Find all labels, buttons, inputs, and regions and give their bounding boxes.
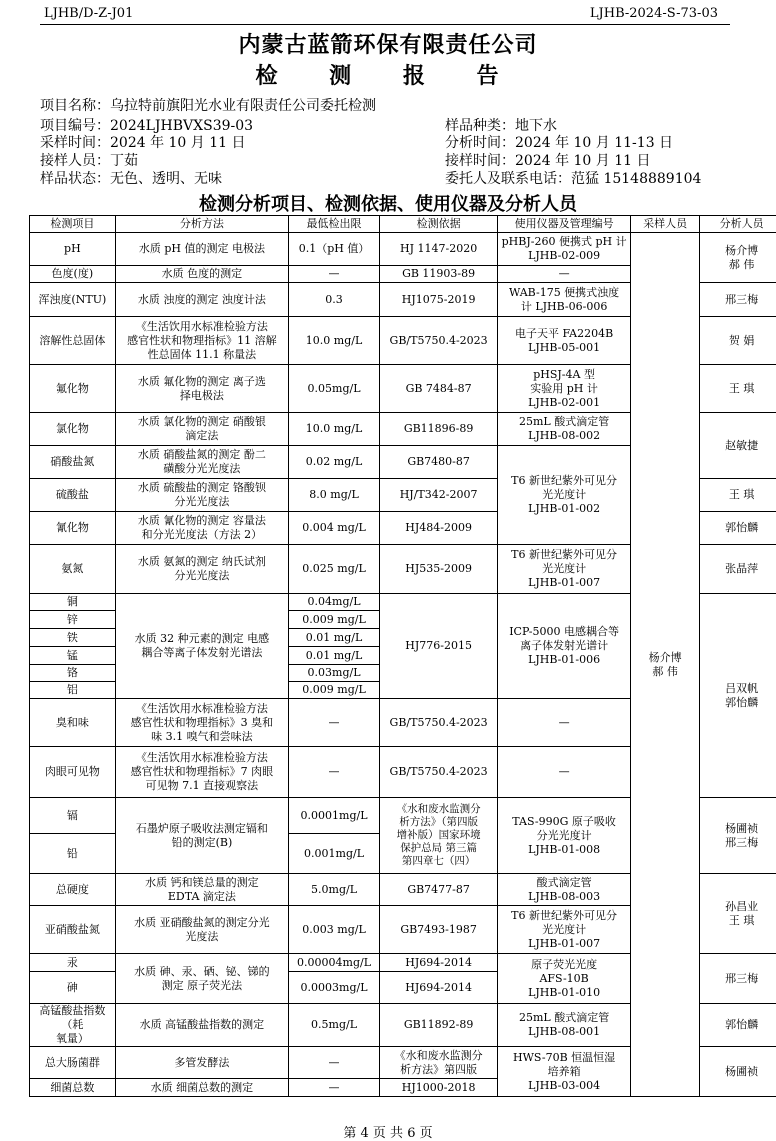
- instrument-cell: 原子荧光光度 AFS-10B LJHB-01-010: [498, 954, 631, 1004]
- basis-cell: GB7480-87: [379, 446, 497, 479]
- method-cell: 水质 32 种元素的测定 电感 耦合等离子体发射光谱法: [115, 594, 288, 699]
- basis-cell: HJ1075-2019: [379, 283, 497, 317]
- limit-cell: —: [289, 266, 380, 283]
- column-header: 分析人员: [700, 216, 776, 233]
- column-header: 分析方法: [115, 216, 288, 233]
- limit-cell: 0.5mg/L: [289, 1004, 380, 1047]
- item-cell: 浑浊度(NTU): [30, 283, 116, 317]
- limit-cell: 0.0003mg/L: [289, 972, 380, 1004]
- basis-cell: GB 11903-89: [379, 266, 497, 283]
- limit-cell: 0.04mg/L: [289, 594, 380, 611]
- basis-cell: HJ535-2009: [379, 545, 497, 594]
- page-number: 第 4 页 共 6 页: [0, 1122, 776, 1141]
- basis-cell: HJ 1147-2020: [379, 233, 497, 266]
- method-cell: 水质 钙和镁总量的测定 EDTA 滴定法: [115, 874, 288, 906]
- method-cell: 石墨炉原子吸收法测定镉和 铅的测定(B): [115, 798, 288, 874]
- document-code: LJHB/D-Z-J01: [44, 6, 133, 21]
- item-cell: 高锰酸盐指数（耗 氧量）: [30, 1004, 116, 1047]
- limit-cell: 0.001mg/L: [289, 834, 380, 874]
- limit-cell: —: [289, 1047, 380, 1079]
- item-cell: 色度(度): [30, 266, 116, 283]
- table-row: [30, 233, 776, 266]
- analyst-cell: 邢三梅: [700, 283, 776, 317]
- method-cell: 水质 亚硝酸盐氮的测定分光 光度法: [115, 906, 288, 954]
- report-number: LJHB-2024-S-73-03: [590, 6, 718, 21]
- method-cell: 水质 硝酸盐氮的测定 酚二 磺酸分光光度法: [115, 446, 288, 479]
- basis-cell: HJ776-2015: [379, 594, 497, 699]
- item-cell: 氨氮: [30, 545, 116, 594]
- header-rule: [40, 24, 730, 25]
- sample-receiver: 接样人员：丁茹: [40, 151, 138, 171]
- method-cell: 多管发酵法: [115, 1047, 288, 1079]
- item-cell: 溶解性总固体: [30, 317, 116, 365]
- item-cell: pH: [30, 233, 116, 266]
- instrument-cell: 25mL 酸式滴定管 LJHB-08-001: [498, 1004, 631, 1047]
- analyst-cell: 杨圃祯: [700, 1047, 776, 1097]
- method-cell: 水质 细菌总数的测定: [115, 1079, 288, 1097]
- limit-cell: 0.0001mg/L: [289, 798, 380, 834]
- basis-cell: 《水和废水监测分 析方法》第四版: [379, 1047, 497, 1079]
- instrument-cell: 酸式滴定管 LJHB-08-003: [498, 874, 631, 906]
- limit-cell: 0.009 mg/L: [289, 682, 380, 699]
- item-cell: 总大肠菌群: [30, 1047, 116, 1079]
- basis-cell: 《水和废水监测分 析方法》（第四版 增补版）国家环境 保护总局 第三篇 第四章七（四）: [379, 798, 497, 874]
- item-cell: 砷: [30, 972, 116, 1004]
- instrument-cell: T6 新世纪紫外可见分 光光度计 LJHB-01-007: [498, 545, 631, 594]
- method-cell: 水质 色度的测定: [115, 266, 288, 283]
- limit-cell: 10.0 mg/L: [289, 413, 380, 446]
- analyst-cell: 王 琪: [700, 479, 776, 512]
- basis-cell: HJ694-2014: [379, 972, 497, 1004]
- project-number: 项目编号：2024LJHBVXS39-03: [40, 116, 253, 136]
- sample-type: 样品种类：地下水: [445, 116, 557, 136]
- analyst-cell: 杨圃祯 邢三梅: [700, 798, 776, 874]
- item-cell: 氟化物: [30, 365, 116, 413]
- analyst-cell: 吕双帆 郭怡麟: [700, 594, 776, 798]
- method-cell: 《生活饮用水标准检验方法 感官性状和物理指标》7 肉眼 可见物 7.1 直接观察法: [115, 747, 288, 798]
- item-cell: 硫酸盐: [30, 479, 116, 512]
- item-cell: 铜: [30, 594, 116, 611]
- method-cell: 水质 高锰酸盐指数的测定: [115, 1004, 288, 1047]
- analyst-cell: 王 琪: [700, 365, 776, 413]
- basis-cell: HJ694-2014: [379, 954, 497, 972]
- item-cell: 总硬度: [30, 874, 116, 906]
- sample-state: 样品状态：无色、透明、无味: [40, 169, 222, 189]
- item-cell: 铁: [30, 629, 116, 647]
- basis-cell: GB 7484-87: [379, 365, 497, 413]
- project-name: 项目名称：乌拉特前旗阳光水业有限责任公司委托检测: [40, 96, 376, 116]
- client-contact: 委托人及联系电话：范猛 15148889104: [445, 169, 701, 189]
- item-cell: 肉眼可见物: [30, 747, 116, 798]
- analyst-cell: 赵敏捷: [700, 413, 776, 479]
- item-cell: 锰: [30, 647, 116, 665]
- instrument-cell: TAS-990G 原子吸收 分光光度计 LJHB-01-008: [498, 798, 631, 874]
- table-header-row: [30, 216, 776, 233]
- limit-cell: 0.1（pH 值）: [289, 233, 380, 266]
- receive-time: 接样时间：2024 年 10 月 11 日: [445, 151, 651, 171]
- column-header: 最低检出限: [289, 216, 380, 233]
- limit-cell: 0.3: [289, 283, 380, 317]
- item-cell: 锌: [30, 611, 116, 629]
- basis-cell: GB7477-87: [379, 874, 497, 906]
- method-cell: 水质 硫酸盐的测定 铬酸钡 分光光度法: [115, 479, 288, 512]
- item-cell: 汞: [30, 954, 116, 972]
- limit-cell: 10.0 mg/L: [289, 317, 380, 365]
- item-cell: 铝: [30, 682, 116, 699]
- item-cell: 臭和味: [30, 699, 116, 747]
- limit-cell: —: [289, 1079, 380, 1097]
- basis-cell: GB11892-89: [379, 1004, 497, 1047]
- item-cell: 镉: [30, 798, 116, 834]
- basis-cell: HJ484-2009: [379, 512, 497, 545]
- instrument-cell: pHSJ-4A 型 实验用 pH 计 LJHB-02-001: [498, 365, 631, 413]
- analyst-cell: 杨介博 郝 伟: [700, 233, 776, 283]
- section-title: 检测分析项目、检测依据、使用仪器及分析人员: [0, 190, 776, 216]
- basis-cell: GB7493-1987: [379, 906, 497, 954]
- method-cell: 水质 氨氮的测定 纳氏试剂 分光光度法: [115, 545, 288, 594]
- instrument-cell: 25mL 酸式滴定管 LJHB-08-002: [498, 413, 631, 446]
- instrument-cell: —: [498, 747, 631, 798]
- analyst-cell: 贺 娟: [700, 317, 776, 365]
- method-cell: 水质 氯化物的测定 硝酸银 滴定法: [115, 413, 288, 446]
- instrument-cell: T6 新世纪紫外可见分 光光度计 LJHB-01-002: [498, 446, 631, 545]
- limit-cell: —: [289, 699, 380, 747]
- item-cell: 氰化物: [30, 512, 116, 545]
- limit-cell: 0.01 mg/L: [289, 647, 380, 665]
- item-cell: 细菌总数: [30, 1079, 116, 1097]
- sampler-cell: 杨介博 郝 伟: [630, 233, 699, 1097]
- instrument-cell: —: [498, 266, 631, 283]
- method-cell: 《生活饮用水标准检验方法 感官性状和物理指标》11 溶解 性总固体 11.1 称量法: [115, 317, 288, 365]
- instrument-cell: WAB-175 便携式浊度 计 LJHB-06-006: [498, 283, 631, 317]
- column-header: 采样人员: [630, 216, 699, 233]
- method-cell: 水质 浊度的测定 浊度计法: [115, 283, 288, 317]
- analyst-cell: 张晶萍: [700, 545, 776, 594]
- limit-cell: 0.05mg/L: [289, 365, 380, 413]
- basis-cell: GB/T5750.4-2023: [379, 747, 497, 798]
- item-cell: 氯化物: [30, 413, 116, 446]
- analyst-cell: 郭怡麟: [700, 1004, 776, 1047]
- basis-cell: GB/T5750.4-2023: [379, 317, 497, 365]
- analysis-table: [29, 215, 776, 1097]
- item-cell: 亚硝酸盐氮: [30, 906, 116, 954]
- limit-cell: 0.00004mg/L: [289, 954, 380, 972]
- analysis-time: 分析时间：2024 年 10 月 11-13 日: [445, 133, 673, 153]
- report-title: 检 测 报 告: [0, 59, 776, 90]
- limit-cell: 0.003 mg/L: [289, 906, 380, 954]
- limit-cell: 5.0mg/L: [289, 874, 380, 906]
- basis-cell: HJ/T342-2007: [379, 479, 497, 512]
- limit-cell: 0.004 mg/L: [289, 512, 380, 545]
- instrument-cell: 电子天平 FA2204B LJHB-05-001: [498, 317, 631, 365]
- basis-cell: HJ1000-2018: [379, 1079, 497, 1097]
- limit-cell: 0.03mg/L: [289, 665, 380, 682]
- limit-cell: 0.009 mg/L: [289, 611, 380, 629]
- instrument-cell: pHBJ-260 便携式 pH 计 LJHB-02-009: [498, 233, 631, 266]
- item-cell: 铅: [30, 834, 116, 874]
- item-cell: 硝酸盐氮: [30, 446, 116, 479]
- analyst-cell: 孙昌业 王 琪: [700, 874, 776, 954]
- basis-cell: GB11896-89: [379, 413, 497, 446]
- item-cell: 铬: [30, 665, 116, 682]
- method-cell: 水质 pH 值的测定 电极法: [115, 233, 288, 266]
- method-cell: 《生活饮用水标准检验方法 感官性状和物理指标》3 臭和 味 3.1 嗅气和尝味法: [115, 699, 288, 747]
- instrument-cell: ICP-5000 电感耦合等 离子体发射光谱计 LJHB-01-006: [498, 594, 631, 699]
- method-cell: 水质 氰化物的测定 容量法 和分光光度法（方法 2）: [115, 512, 288, 545]
- limit-cell: 0.02 mg/L: [289, 446, 380, 479]
- column-header: 检测依据: [379, 216, 497, 233]
- column-header: 使用仪器及管理编号: [498, 216, 631, 233]
- limit-cell: 0.01 mg/L: [289, 629, 380, 647]
- basis-cell: GB/T5750.4-2023: [379, 699, 497, 747]
- method-cell: 水质 氟化物的测定 离子选 择电极法: [115, 365, 288, 413]
- limit-cell: 8.0 mg/L: [289, 479, 380, 512]
- column-header: 检测项目: [30, 216, 116, 233]
- analyst-cell: 郭怡麟: [700, 512, 776, 545]
- instrument-cell: —: [498, 699, 631, 747]
- limit-cell: —: [289, 747, 380, 798]
- analyst-cell: 邢三梅: [700, 954, 776, 1004]
- company-name: 内蒙古蓝箭环保有限责任公司: [0, 28, 776, 59]
- method-cell: 水质 砷、汞、硒、铋、锑的 测定 原子荧光法: [115, 954, 288, 1004]
- instrument-cell: T6 新世纪紫外可见分 光光度计 LJHB-01-007: [498, 906, 631, 954]
- instrument-cell: HWS-70B 恒温恒湿 培养箱 LJHB-03-004: [498, 1047, 631, 1097]
- sampling-time: 采样时间：2024 年 10 月 11 日: [40, 133, 246, 153]
- limit-cell: 0.025 mg/L: [289, 545, 380, 594]
